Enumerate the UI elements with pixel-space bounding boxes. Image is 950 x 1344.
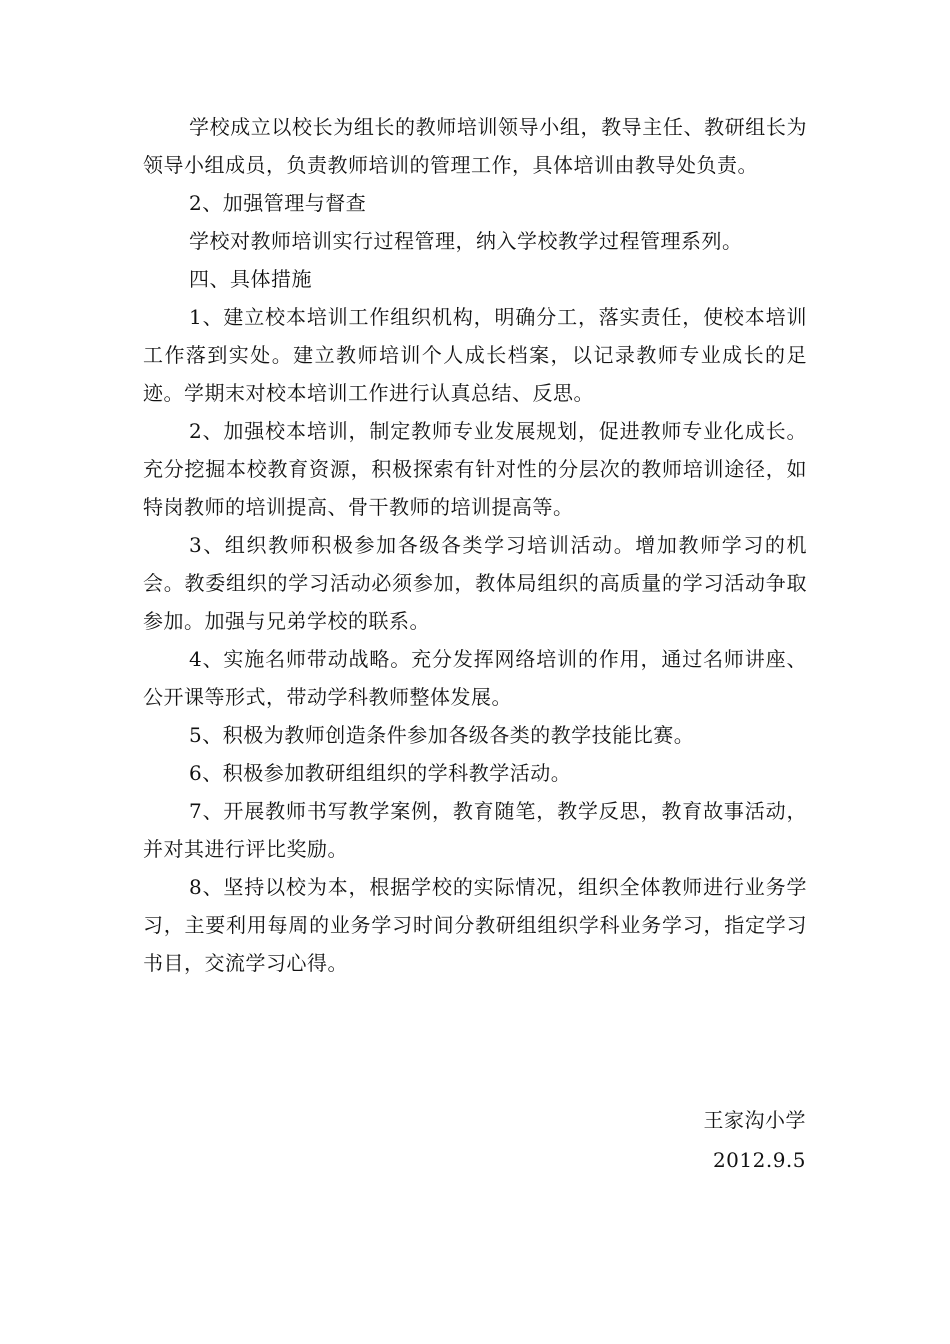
signature-date: 2012.9.5 [712,1148,806,1172]
heading-management-supervision: 2、加强管理与督查 [189,191,367,215]
measure-item-3: 3、组织教师积极参加各级各类学习培训活动。增加教师学习的机会。教委组织的学习活动必须参加，教体局组织的高质量的学习活动争取参加。加强与兄弟学校的联系。 [143,533,807,633]
measure-item-7: 7、开展教师书写教学案例，教育随笔，教学反思，教育故事活动，并对其进行评比奖励。 [143,799,807,861]
document-body [143,108,807,982]
measure-item-8: 8、坚持以校为本，根据学校的实际情况，组织全体教师进行业务学习，主要利用每周的业务学习时间分教研组组织学科业务学习，指定学习书目，交流学习心得。 [143,875,807,975]
signature-school-name: 王家沟小学 [703,1108,806,1132]
measure-item-4: 4、实施名师带动战略。充分发挥网络培训的作用，通过名师讲座、公开课等形式，带动学科教师整体发展。 [143,647,807,709]
paragraph-process-management: 学校对教师培训实行过程管理，纳入学校教学过程管理系列。 [189,229,743,253]
measure-item-2: 2、加强校本培训，制定教师专业发展规划，促进教师专业化成长。充分挖掘本校教育资源，积极探索有针对性的分层次的教师培训途径，如特岗教师的培训提高、骨干教师的培训提高等。 [143,419,807,519]
measure-item-6: 6、积极参加教研组组织的学科教学活动。 [189,761,572,785]
measure-item-5: 5、积极为教师创造条件参加各级各类的教学技能比赛。 [189,723,695,747]
measure-item-1: 1、建立校本培训工作组织机构，明确分工，落实责任，使校本培训工作落到实处。建立教师培训个人成长档案，以记录教师专业成长的足迹。学期末对校本培训工作进行认真总结、反思。 [143,305,807,405]
paragraph-leadership: 学校成立以校长为组长的教师培训领导小组，教导主任、教研组长为领导小组成员，负责教师培训的管理工作，具体培训由教导处负责。 [143,115,807,177]
signature-block [704,1100,807,1180]
heading-specific-measures: 四、具体措施 [189,267,312,291]
